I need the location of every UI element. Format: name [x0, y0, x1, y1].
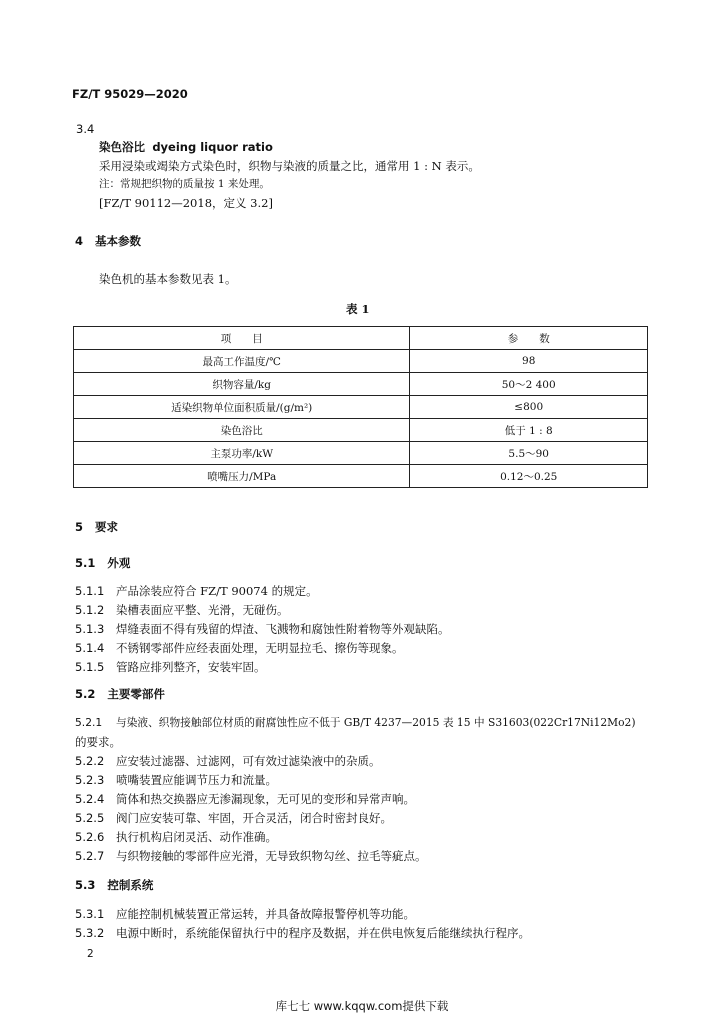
section-4-number: 4: [75, 234, 84, 248]
clause-number: 5.2.6: [75, 830, 105, 844]
clause-5-2-2: [75, 754, 381, 768]
table-title: 表 1: [346, 302, 370, 316]
clause-number: 5.1.5: [75, 660, 105, 674]
clause-5-3-2: [75, 926, 530, 940]
clause-5-3-title: 控制系统: [107, 878, 154, 892]
section-5-heading: [75, 520, 118, 534]
basic-parameters-table: [73, 326, 648, 488]
clause-5-1-title: 外观: [107, 556, 131, 570]
clause-number: 5.2.1: [75, 716, 103, 729]
clause-number: 5.3.2: [75, 926, 105, 940]
section-5-title: 要求: [95, 520, 119, 534]
table-cell-item: 喷嘴压力/MPa: [74, 465, 410, 488]
table-row: [74, 373, 648, 396]
term-definition: 采用浸染或竭染方式染色时，织物与染液的质量之比，通常用 1 : N 表示。: [99, 159, 480, 173]
term-source: [FZ/T 90112—2018，定义 3.2]: [99, 196, 273, 210]
clause-text: 电源中断时，系统能保留执行中的程序及数据，并在供电恢复后能继续执行程序。: [116, 926, 530, 940]
clause-number: 5.2.5: [75, 811, 105, 825]
clause-5-2-1: [75, 716, 636, 729]
term-note: 注：常规把织物的质量按 1 来处理。: [99, 178, 270, 190]
clause-text: 管路应排列整齐，安装牢固。: [116, 660, 266, 674]
table-header-row: [74, 327, 648, 350]
download-watermark: 库七七 www.kqqw.com提供下载: [275, 999, 449, 1013]
clause-number: 5.2.3: [75, 773, 105, 787]
table-cell-value: 低于 1 : 8: [410, 419, 648, 442]
table-row: [74, 350, 648, 373]
section-5-number: 5: [75, 520, 84, 534]
clause-5-1-4: [75, 641, 404, 655]
term-dyeing-liquor-ratio: [99, 140, 273, 154]
table-row: [74, 419, 648, 442]
section-4-intro: 染色机的基本参数见表 1。: [99, 272, 237, 286]
clause-text: 筒体和热交换器应无渗漏现象，无可见的变形和异常声响。: [116, 792, 415, 806]
clause-5-1-3: [75, 622, 450, 636]
clause-text: 应能控制机械装置正常运转，并具备故障报警停机等功能。: [116, 907, 415, 921]
clause-number: 5.2.2: [75, 754, 105, 768]
clause-5-3-1: [75, 907, 415, 921]
clause-5-3-heading: [75, 878, 153, 892]
clause-text: 染槽表面应平整、光滑，无碰伤。: [116, 603, 289, 617]
clause-5-1-heading: [75, 556, 130, 570]
standard-code: FZ/T 95029—2020: [72, 87, 188, 101]
table-cell-value: 0.12～0.25: [410, 465, 648, 488]
clause-5-1-5: [75, 660, 266, 674]
table-row: [74, 465, 648, 488]
page-number: 2: [87, 948, 94, 960]
table-row: [74, 396, 648, 419]
clause-text: 不锈钢零部件应经表面处理，无明显拉毛、擦伤等现象。: [116, 641, 404, 655]
clause-number: 5.1.2: [75, 603, 105, 617]
clause-5-2-heading: [75, 687, 165, 701]
clause-5-2-title: 主要零部件: [107, 687, 165, 701]
clause-5-2-6: [75, 830, 277, 844]
clause-text: 喷嘴装置应能调节压力和流量。: [116, 773, 277, 787]
clause-text: 产品涂装应符合 FZ/T 90074 的规定。: [116, 584, 318, 598]
clause-5-2-5: [75, 811, 392, 825]
clause-5-2-number: 5.2: [75, 687, 96, 701]
clause-5-3-number: 5.3: [75, 878, 96, 892]
clause-5-2-3: [75, 773, 277, 787]
clause-5-1-number: 5.1: [75, 556, 96, 570]
clause-text: 焊缝表面不得有残留的焊渣、飞溅物和腐蚀性附着物等外观缺陷。: [116, 622, 450, 636]
header-item: 项 目: [74, 327, 410, 350]
term-en: dyeing liquor ratio: [152, 140, 273, 154]
table-cell-value: 98: [410, 350, 648, 373]
table-cell-value: 5.5～90: [410, 442, 648, 465]
table-cell-item: 最高工作温度/℃: [74, 350, 410, 373]
clause-5-1-2: [75, 603, 289, 617]
table-cell-value: ≤800: [410, 396, 648, 419]
table-cell-item: 染色浴比: [74, 419, 410, 442]
clause-text: 阀门应安装可靠、牢固，开合灵活，闭合时密封良好。: [116, 811, 392, 825]
clause-5-2-7: [75, 849, 427, 863]
clause-text: 与染液、织物接触部位材质的耐腐蚀性应不低于 GB/T 4237—2015 表 15 中 S31603(022Cr17Ni12Mo2): [116, 716, 636, 729]
term-zh: 染色浴比: [99, 140, 145, 154]
clause-5-1-1: [75, 584, 318, 598]
clause-number: 5.2.7: [75, 849, 105, 863]
table-cell-value: 50～2 400: [410, 373, 648, 396]
clause-number: 5.3.1: [75, 907, 105, 921]
clause-text: 执行机构启闭灵活、动作准确。: [116, 830, 277, 844]
clause-3-4-number: 3.4: [76, 122, 95, 136]
clause-number: 5.1.1: [75, 584, 105, 598]
table-cell-item: 适染织物单位面积质量/(g/m²): [74, 396, 410, 419]
clause-number: 5.1.4: [75, 641, 105, 655]
section-4-title: 基本参数: [95, 234, 142, 248]
table-cell-item: 主泵功率/kW: [74, 442, 410, 465]
table-cell-item: 织物容量/kg: [74, 373, 410, 396]
section-4-heading: [75, 234, 141, 248]
clause-5-2-4: [75, 792, 415, 806]
clause-text: 应安装过滤器、过滤网，可有效过滤染液中的杂质。: [116, 754, 381, 768]
clause-number: 5.1.3: [75, 622, 105, 636]
table-row: [74, 442, 648, 465]
header-parameter: 参 数: [410, 327, 648, 350]
clause-number: 5.2.4: [75, 792, 105, 806]
clause-text: 与织物接触的零部件应光滑，无导致织物勾丝、拉毛等疵点。: [116, 849, 427, 863]
clause-5-2-1-continuation: 的要求。: [75, 735, 121, 749]
